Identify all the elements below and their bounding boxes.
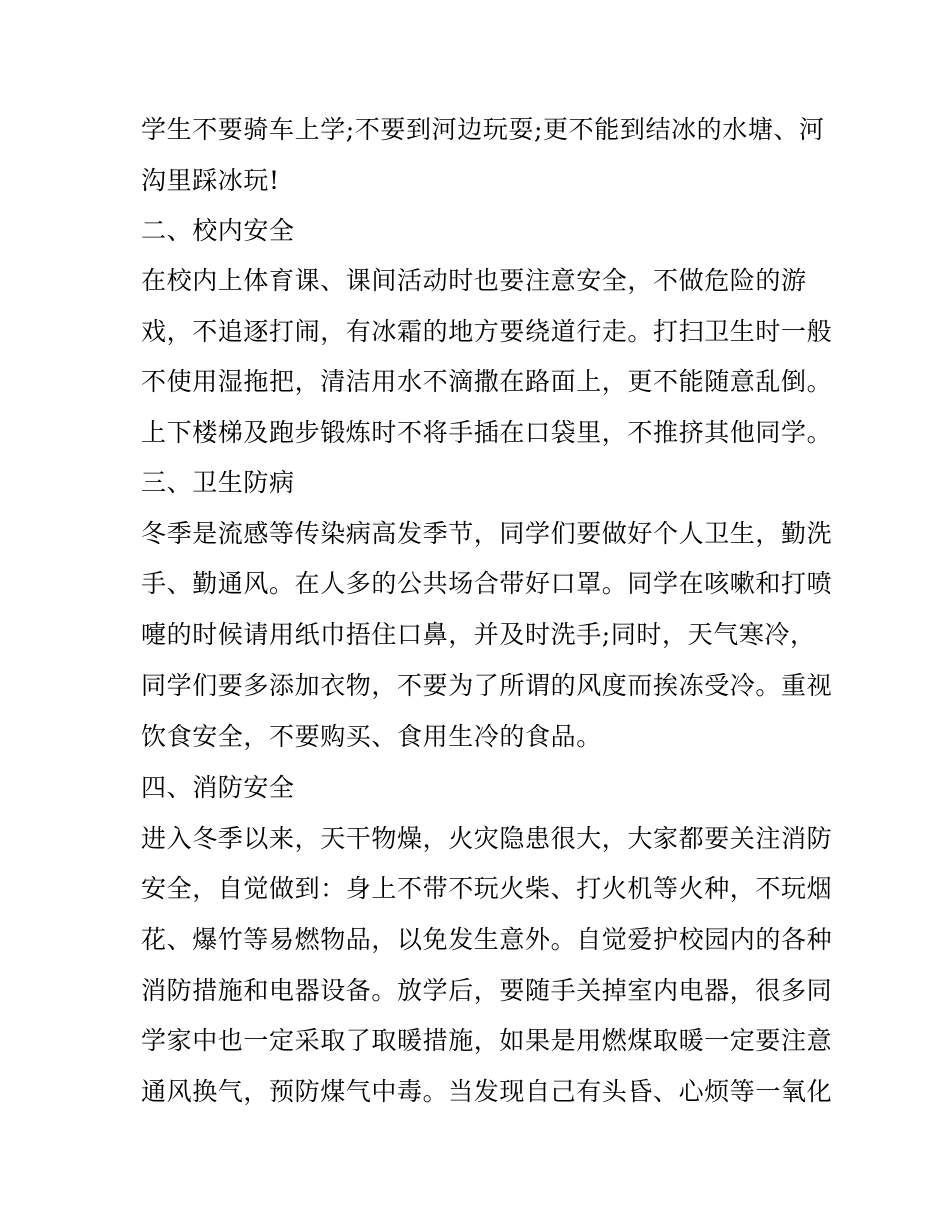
body-text-line: 冬季是流感等传染病高发季节，同学们要做好个人卫生，勤洗 (141, 519, 833, 548)
body-text-line: 在校内上体育课、课间活动时也要注意安全，不做危险的游 (141, 266, 807, 295)
body-text-line: 不使用湿拖把，清洁用水不滴撒在路面上，更不能随意乱倒。 (141, 367, 833, 396)
section-heading-fire-safety: 四、消防安全 (141, 773, 295, 802)
body-text-line: 通风换气，预防煤气中毒。当发现自己有头昏、心烦等一氧化 (141, 1077, 833, 1106)
body-text-line: 沟里踩冰玩! (141, 166, 280, 195)
body-text-line: 嚏的时候请用纸巾捂住口鼻，并及时洗手;同时，天气寒冷， (141, 620, 816, 649)
body-text-line: 学家中也一定采取了取暖措施，如果是用燃煤取暖一定要注意 (141, 1026, 833, 1055)
section-heading-campus-safety: 二、校内安全 (141, 216, 295, 245)
body-text-line: 同学们要多添加衣物，不要为了所谓的风度而挨冻受冷。重视 (141, 671, 833, 700)
body-text-line: 戏，不追逐打闹，有冰霜的地方要绕道行走。打扫卫生时一般 (141, 317, 833, 346)
body-text-line: 消防措施和电器设备。放学后，要随手关掉室内电器，很多同 (141, 976, 833, 1005)
body-text-line: 安全，自觉做到：身上不带不玩火柴、打火机等火种，不玩烟 (141, 874, 833, 903)
body-text-line: 手、勤通风。在人多的公共场合带好口罩。同学在咳嗽和打喷 (141, 569, 833, 598)
body-text-line: 饮食安全，不要购买、食用生冷的食品。 (141, 722, 602, 751)
body-text-line: 学生不要骑车上学;不要到河边玩耍;更不能到结冰的水塘、河 (141, 115, 825, 144)
body-text-line: 花、爆竹等易燃物品，以免发生意外。自觉爱护校园内的各种 (141, 925, 833, 954)
section-heading-hygiene: 三、卫生防病 (141, 468, 295, 497)
body-text-line: 进入冬季以来，天干物燥，火灾隐患很大，大家都要关注消防 (141, 824, 833, 853)
body-text-line: 上下楼梯及跑步锻炼时不将手插在口袋里，不推挤其他同学。 (141, 418, 833, 447)
